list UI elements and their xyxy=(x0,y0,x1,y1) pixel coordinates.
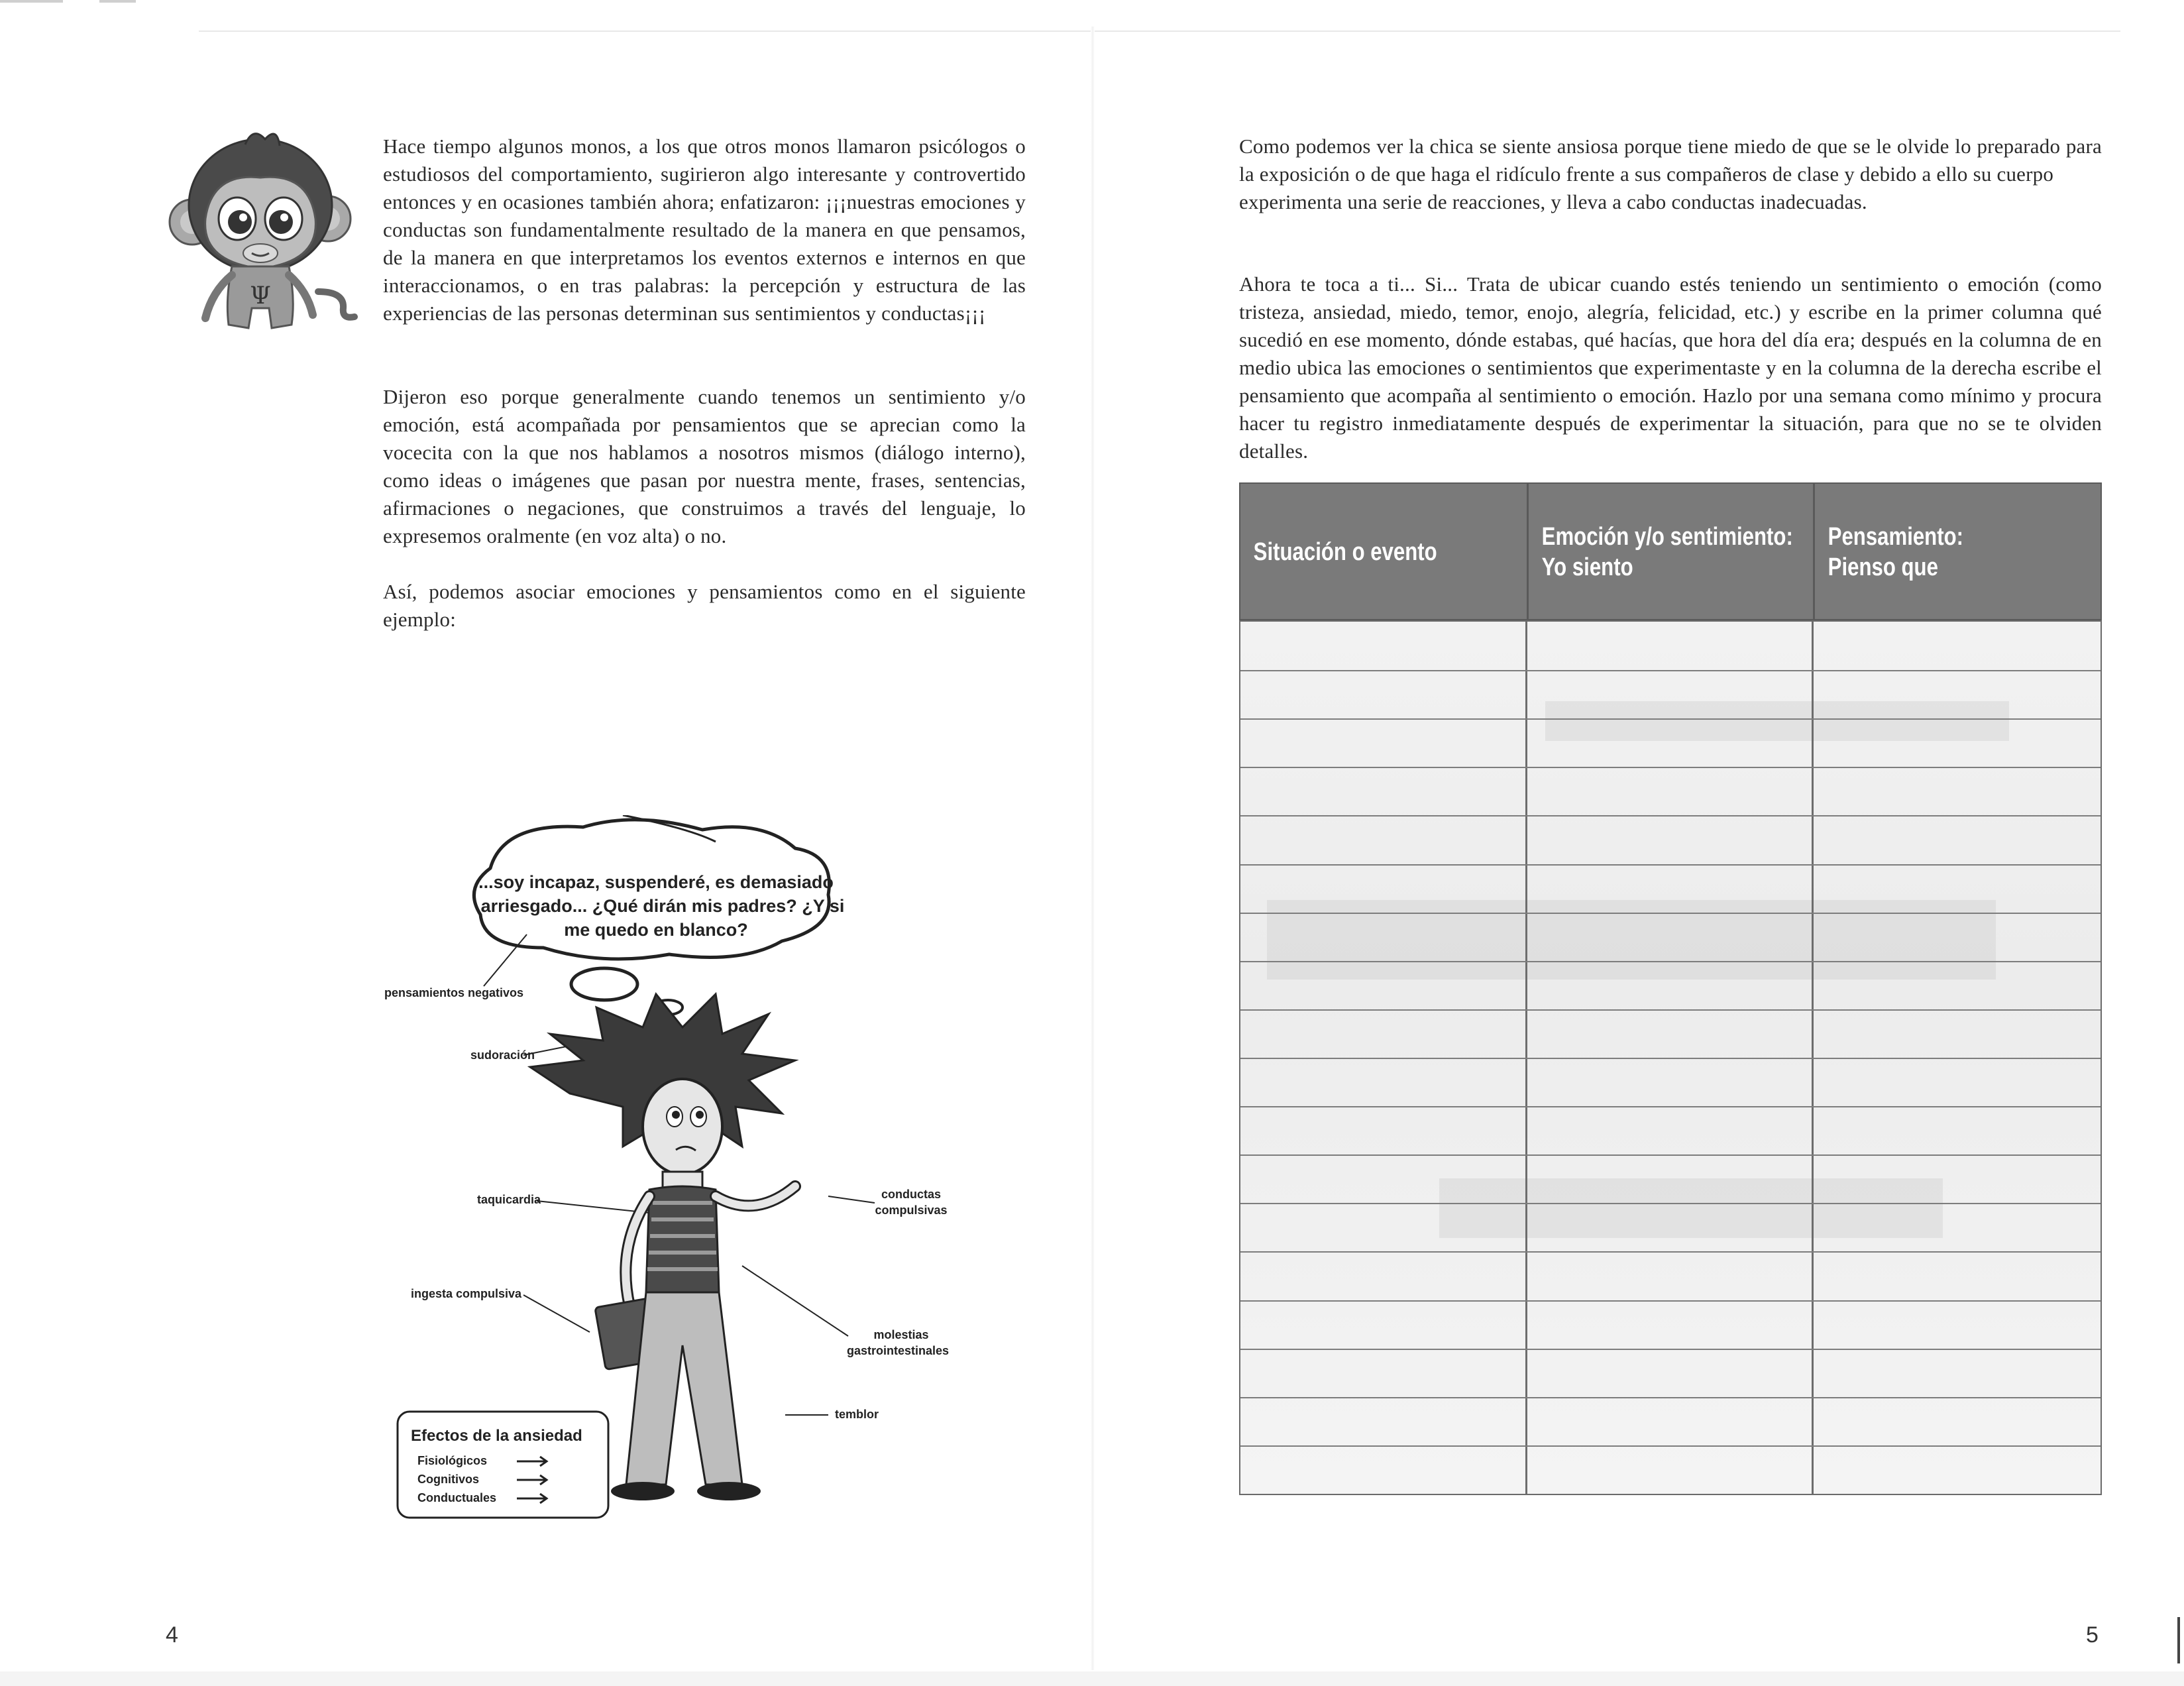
label-compulsive-behaviors-1: conductas xyxy=(881,1188,942,1201)
table-row-divider xyxy=(1240,1058,2101,1059)
page-number-right: 5 xyxy=(2086,1622,2099,1648)
table-row-divider xyxy=(1240,864,2101,866)
monkey-mascot-icon xyxy=(166,126,378,345)
right-first-paragraph-a: Como podemos ver la chica se siente ansiosa porque tiene miedo de que se le olvide lo preparado para la exposición o de que haga el ridículo frente a sus compañeros de clase y debido a ello su cuerpo xyxy=(1239,135,2102,186)
right-page xyxy=(1092,0,2184,1686)
right-first-paragraph xyxy=(1239,133,2102,216)
table-row-divider xyxy=(1240,913,2101,914)
legend-item-physiological: Fisiológicos xyxy=(417,1454,488,1467)
thought-bubble-dot-large xyxy=(571,968,637,1000)
table-row-divider xyxy=(1240,718,2101,720)
table-row-divider xyxy=(1240,670,2101,671)
legend-item-cognitive: Cognitivos xyxy=(417,1473,479,1486)
svg-text:Ψ: Ψ xyxy=(250,282,271,309)
label-gastro-1: molestias xyxy=(873,1328,929,1341)
thought-line-2: arriesgado... ¿Qué dirán mis padres? ¿Y si xyxy=(480,896,845,916)
page-number-left: 4 xyxy=(166,1622,178,1648)
table-row-divider xyxy=(1240,1300,2101,1302)
label-compulsive-behaviors-2: compulsivas xyxy=(875,1204,948,1217)
third-paragraph: Así, podemos asociar emociones y pensamientos como en el siguiente ejemplo: xyxy=(383,580,1026,631)
table-row-divider xyxy=(1240,815,2101,816)
table-row-divider xyxy=(1240,1154,2101,1156)
label-compulsive-eating: ingesta compulsiva xyxy=(411,1287,522,1300)
intro-paragraph: Hace tiempo algunos monos, a los que otros monos llamaron psicólogos o estudiosos del comportamiento, sugirieron algo interesante y controvertido entonces y en ocasiones también ahora; enfatizaron: ¡¡¡nuestras emociones y conductas son fundamentalmente resultado de la manera en que pensamos, de la manera en que interpretamos los eventos externos e internos en que interaccionamos, o en tras palabras: la percepción y estructura de las experiencias de las personas determinan sus sentimientos y conductas¡¡¡ xyxy=(383,135,1026,325)
right-second-paragraph: Ahora te toca a ti... Si... Trata de ubicar cuando estés teniendo un sentimiento o emoción (como tristeza, ansiedad, miedo, temor, enojo, alegría, felicidad, etc.) y escribe en la primer columna qué sucedió en ese momento, dónde estabas, qué hacías, que hora del día era; después en la columna de en medio ubica las emociones o sentimientos que experimentaste y en la columna de la derecha escribe el pensamiento que acompaña al sentimiento o emoción. Hazlo por una semana como mínimo y procura hacer tu registro inmediatamente después de experimentar la situación, para que no se te olviden detalles. xyxy=(1239,272,2102,463)
table-row-divider xyxy=(1240,1203,2101,1204)
table-row-divider xyxy=(1240,1349,2101,1350)
table-row-divider xyxy=(1240,767,2101,768)
label-sweating: sudoración xyxy=(470,1048,535,1062)
header-situation: Situación o evento xyxy=(1253,538,1437,566)
thought-line-1: ...soy incapaz, suspenderé, es demasiado xyxy=(478,872,834,892)
header-thought: Pensamiento: Pienso que xyxy=(1828,523,1964,581)
table-row-divider xyxy=(1240,961,2101,962)
header-emotion: Emoción y/o sentimiento: Yo siento xyxy=(1541,523,1793,581)
table-row-divider xyxy=(1240,1251,2101,1253)
anxiety-effects-illustration xyxy=(371,815,1007,1538)
label-tachycardia: taquicardia xyxy=(477,1193,541,1206)
legend-title: Efectos de la ansiedad xyxy=(411,1427,582,1445)
table-body xyxy=(1239,620,2102,1495)
emotion-record-table xyxy=(1239,482,2102,1496)
table-header xyxy=(1239,482,2102,620)
table-row-divider xyxy=(1240,1106,2101,1107)
thought-line-3: me quedo en blanco? xyxy=(564,920,748,940)
legend-item-behavioral: Conductuales xyxy=(417,1491,497,1504)
label-tremor: temblor xyxy=(835,1408,879,1421)
second-paragraph: Dijeron eso porque generalmente cuando tenemos un sentimiento y/o emoción, está acompañada por pensamientos que se aprecian como la vocecita con la que nos hablamos a nosotros mismos (diálogo interno), como ideas o imágenes que pasan por nuestra mente, frases, sentencias, afirmaciones o negaciones, que construimos a través del lenguaje, lo expresemos oralmente (en voz alta) o no. xyxy=(383,385,1026,547)
table-row-divider xyxy=(1240,1009,2101,1011)
table-row-divider xyxy=(1240,1445,2101,1447)
table-row-divider xyxy=(1240,1397,2101,1398)
label-negative-thoughts: pensamientos negativos xyxy=(384,986,524,999)
right-first-paragraph-b: experimenta una serie de reacciones, y lleva a cabo conductas inadecuadas. xyxy=(1239,190,1867,213)
label-gastro-2: gastrointestinales xyxy=(846,1344,950,1357)
